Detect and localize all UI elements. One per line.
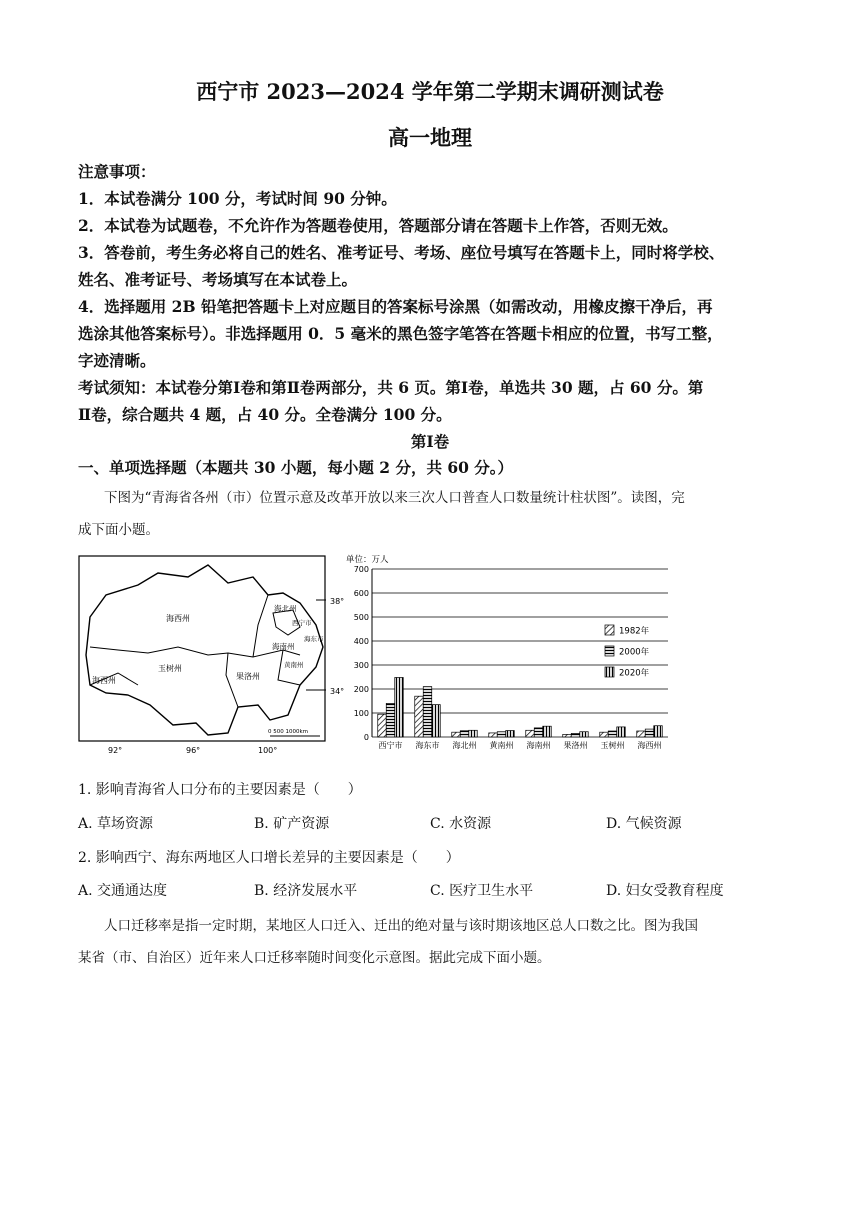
bar — [497, 732, 506, 737]
x-tick-label: 海西州 — [637, 741, 662, 750]
bar — [378, 714, 387, 737]
y-tick-label: 200 — [353, 685, 369, 694]
bar — [395, 677, 404, 737]
bar — [526, 730, 535, 737]
y-tick-label: 700 — [353, 565, 369, 574]
bar — [423, 687, 432, 737]
bar — [637, 731, 646, 737]
y-tick-label: 0 — [363, 733, 369, 742]
x-tick-label: 果洛州 — [563, 741, 588, 750]
qinghai-map — [78, 555, 348, 760]
question-stem: 2. 影响西宁、海东两地区人口增长差异的主要因素是（ ） — [78, 850, 460, 866]
bar — [469, 730, 478, 737]
option-d[interactable]: D. 妇女受教育程度 — [606, 883, 724, 899]
map-label: 西宁市 — [292, 619, 312, 627]
option-d[interactable]: D. 气候资源 — [606, 816, 682, 832]
question-stem: 1. 影响青海省人口分布的主要因素是（ ） — [78, 782, 362, 798]
bar — [489, 733, 498, 737]
map-label: 黄南州 — [284, 661, 304, 669]
option-c[interactable]: C. 水资源 — [430, 816, 492, 832]
y-tick-label: 100 — [353, 709, 369, 718]
bar — [654, 726, 663, 737]
map-label: 海南州 — [272, 642, 295, 651]
x-tick-label: 海北州 — [452, 741, 477, 750]
volume-heading: 第Ⅰ卷 — [410, 432, 450, 451]
option-a[interactable]: A. 草场资源 — [78, 816, 154, 832]
note-line: 4．选择题用 2B 铅笔把答题卡上对应题目的答案标号涂黑（如需改动，用橡皮擦干净后，再 — [78, 297, 713, 316]
legend-label: 2020年 — [619, 668, 650, 679]
y-tick-label: 500 — [353, 613, 369, 622]
note-line: 考试须知：本试卷分第Ⅰ卷和第Ⅱ卷两部分，共 6 页。第Ⅰ卷，单选共 30 题，占 60 分。第 — [78, 378, 704, 397]
intro-text: 人口迁移率是指一定时期，某地区人口迁入、迁出的绝对量与该时期该地区总人口数之比。图为我国 — [104, 918, 698, 934]
bar — [563, 734, 572, 737]
x-tick-label: 海南州 — [526, 741, 551, 750]
x-tick-label: 玉树州 — [600, 741, 625, 750]
x-tick-label: 西宁市 — [378, 741, 403, 750]
population-bar-chart — [344, 550, 678, 755]
option-c[interactable]: C. 医疗卫生水平 — [430, 883, 534, 899]
bar — [543, 726, 552, 737]
y-tick-label: 600 — [353, 589, 369, 598]
map-label: 海东市 — [304, 635, 324, 643]
bar — [415, 696, 424, 737]
note-line: 选涂其他答案标号）。非选择题用 0．5 毫米的黑色签字笔答在答题卡相应的位置，书写工整， — [78, 324, 723, 343]
map-label: 玉树州 — [158, 664, 182, 673]
longitude-label: 92° — [108, 746, 123, 755]
legend-label: 1982年 — [619, 626, 650, 637]
y-tick-label: 400 — [353, 637, 369, 646]
option-b[interactable]: B. 矿产资源 — [254, 816, 330, 832]
map-label: 海西州 — [92, 676, 116, 685]
y-tick-label: 300 — [353, 661, 369, 670]
prefecture-border — [253, 595, 268, 657]
note-line: Ⅱ卷，综合题共 4 题，占 40 分。全卷满分 100 分。 — [78, 405, 452, 424]
bar — [617, 727, 626, 737]
bar — [645, 729, 654, 737]
map-label: 海北州 — [274, 604, 297, 613]
bar — [506, 731, 515, 737]
latitude-label: 38° — [330, 597, 345, 606]
note-line: 姓名、准考证号、考场填写在本试卷上。 — [78, 270, 358, 289]
latitude-label: 34° — [330, 687, 345, 696]
longitude-label: 100° — [258, 746, 278, 755]
prefecture-border — [253, 650, 300, 657]
exam-subject: 高一地理 — [388, 125, 472, 150]
map-label: 海西州 — [166, 614, 190, 623]
note-line: 1．本试卷满分 100 分，考试时间 90 分钟。 — [78, 189, 397, 208]
scale-label: 0 500 1000km — [268, 729, 309, 735]
map-label: 果洛州 — [236, 672, 260, 681]
bar — [432, 705, 441, 737]
intro-text: 成下面小题。 — [78, 522, 159, 538]
notes-heading: 注意事项： — [78, 162, 156, 181]
option-a[interactable]: A. 交通通达度 — [78, 883, 168, 899]
intro-text: 下图为“青海省各州（市）位置示意及改革开放以来三次人口普查人口数量统计柱状图”。读图，完 — [104, 490, 685, 506]
bar — [460, 731, 469, 737]
longitude-label: 96° — [186, 746, 201, 755]
legend-swatch — [605, 667, 614, 677]
legend-label: 2000年 — [619, 647, 650, 658]
bar — [386, 703, 395, 737]
bar — [571, 733, 580, 737]
x-tick-label: 海东市 — [415, 741, 440, 750]
bar — [608, 731, 617, 737]
bar — [600, 732, 609, 737]
chart-unit-label: 单位：万人 — [346, 555, 389, 565]
x-tick-label: 黄南州 — [489, 741, 514, 750]
note-line: 字迹清晰。 — [78, 351, 156, 370]
bar — [452, 732, 461, 737]
note-line: 2．本试卷为试题卷，不允许作为答题卷使用，答题部分请在答题卡上作答，否则无效。 — [78, 216, 678, 235]
option-b[interactable]: B. 经济发展水平 — [254, 883, 358, 899]
legend-swatch — [605, 646, 614, 656]
exam-title: 西宁市 2023—2024 学年第二学期末调研测试卷 — [196, 79, 664, 104]
note-line: 3．答卷前，考生务必将自己的姓名、准考证号、考场、座位号填写在答题卡上，同时将学校、 — [78, 243, 725, 262]
bar — [534, 728, 543, 737]
bar — [580, 732, 589, 737]
part-heading: 一、单项选择题（本题共 30 小题，每小题 2 分，共 60 分。） — [78, 458, 514, 477]
intro-text: 某省（市、自治区）近年来人口迁移率随时间变化示意图。据此完成下面小题。 — [78, 950, 551, 966]
prefecture-border — [90, 647, 253, 657]
legend-swatch — [605, 625, 614, 635]
